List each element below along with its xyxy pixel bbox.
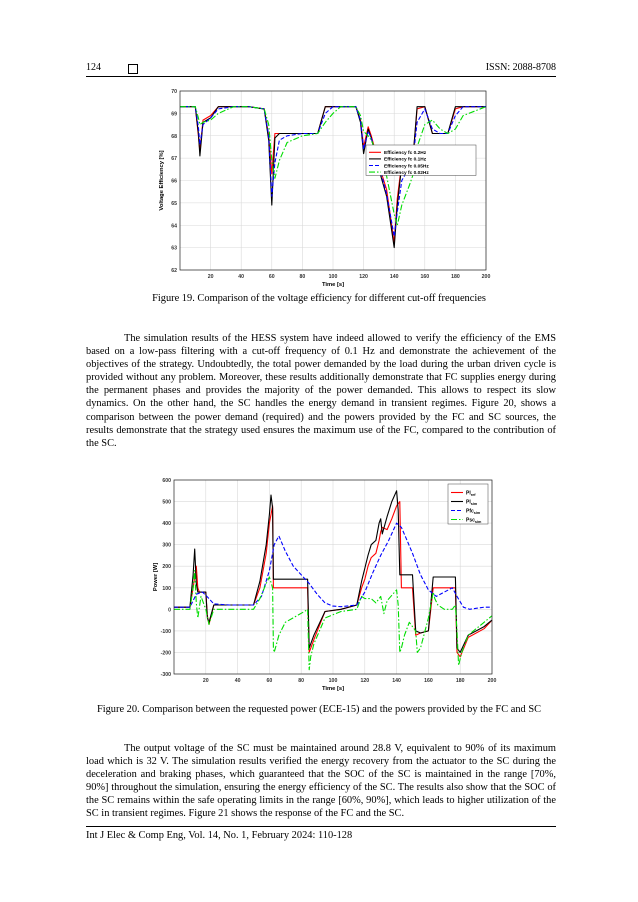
paragraph-2-text: The output voltage of the SC must be maintained around 28.8 V, equivalent to 90% of its maximum load which is 32 V. The simulation results verified the energy recovery from the actuator to the SC during the deceleration and braking phases, which guaranteed that the SOC of the SC is maintained in the range [70%, 90%] throughout the simulation, ensuring the energy efficiency of the SC. The results also show that the SOC of the SC remains within the safe operating limits in the range [60%, 90%], which leads to higher utilization of the SC in transient regimes. Figure 21 shows the response of the FC and the SC. [86,743,556,820]
fig19-y-tick-label-1: 63 [171,245,177,252]
fig19-x-tick-label-9: 200 [481,274,491,280]
fig20-legend-label-3: Psc$_{sim}$ [466,517,482,524]
fig20-x-tick-label-8: 180 [455,678,465,684]
fig20-x-tick-label-3: 80 [298,678,305,684]
fig20-y-tick-label-3: 0 [168,607,171,614]
fig19-y-tick-label-7: 69 [171,111,177,118]
fig20-x-tick-label-0: 20 [202,678,209,684]
fig20-x-tick-label-2: 60 [266,678,273,684]
fig19-y-tick-label-3: 65 [171,200,177,207]
fig20-y-tick-label-8: 500 [162,499,171,506]
fig19-legend-label-3: Efficiency fc 0.02Hz [384,170,429,176]
header-rule [86,76,556,77]
fig19-x-tick-label-6: 140 [389,274,399,280]
fig19-y-tick-label-5: 67 [171,156,177,163]
page-footer: Int J Elec & Comp Eng, Vol. 14, No. 1, February 2024: 110-128 [86,830,353,841]
fig19-x-tick-label-7: 160 [420,274,430,280]
fig20-legend-label-0: $Pl_{ref}$ [466,490,476,497]
figure-19-chart [148,83,494,288]
fig20-y-tick-label-5: 200 [162,564,171,571]
figure-20-caption: Figure 20. Comparison between the requested power (ECE-15) and the powers provided by the FC and SC [96,704,542,715]
fig20-legend [448,484,488,524]
fig20-x-axis-label: Time [s] [321,686,345,692]
footer-rule [86,826,556,827]
fig20-x-tick-label-5: 120 [360,678,370,684]
fig19-y-tick-label-2: 64 [171,223,177,230]
fig20-y-axis-label: Power [W] [153,562,159,592]
fig20-x-tick-label-1: 40 [234,678,241,684]
fig20-x-tick-label-4: 100 [328,678,338,684]
checkbox-icon [128,64,138,74]
fig20-legend-label-1: $Pl_{sim}$ [466,499,478,506]
fig20-y-tick-label-4: 100 [162,585,171,592]
body-paragraph-2 [86,742,556,821]
fig19-y-tick-label-8: 70 [171,89,177,95]
fig20-y-tick-label-7: 400 [162,521,171,528]
fig19-x-tick-label-3: 80 [299,274,306,280]
body-paragraph-1 [86,332,556,450]
page-number: 124 [86,62,101,73]
figure-20-svg [148,472,502,694]
fig20-legend-subscript-1: sim [470,501,478,506]
fig20-y-tick-label-6: 300 [162,542,171,549]
fig19-legend-label-2: Efficiency fc 0.05Hz [384,164,429,170]
fig20-x-tick-label-9: 200 [487,678,497,684]
fig20-legend-subscript-2: sim [473,510,481,515]
fig20-y-tick-label-1: -200 [160,650,171,657]
fig19-y-tick-label-6: 68 [171,133,177,140]
fig19-x-tick-label-2: 60 [268,274,275,280]
paragraph-1-text: The simulation results of the HESS system have indeed allowed to verify the efficiency of the EMS based on a low-pass filtering with a cut-off frequency of 0.1 Hz and demonstrate the achievement of the objectives of the strategy. Undoubtedly, the total power demanded by the load during the urban driven cycle is provided without any problem. Moreover, these results additionally demonstrate that FC supplies energy during the permanent phases and provides the majority of the power demanded. This allows to respect its slow dynamics. On the other hand, the SC handles the energy demand in transient regimes. Figure 20, shows a comparison between the power demand (required) and the powers provided by the FC and SC sources, the results demonstrate that the strategy used ensures the maximum use of the FC, compared to the contribution of the SC. [86,333,556,449]
fig19-legend [366,145,476,176]
fig19-y-axis-label: Voltage Efficiency [%] [159,150,165,211]
fig20-y-tick-label-2: -100 [160,628,171,635]
fig20-legend-subscript-0: ref [470,492,476,497]
fig19-x-tick-label-0: 20 [207,274,214,280]
fig19-x-tick-label-4: 100 [328,274,338,280]
figure-19-caption: Figure 19. Comparison of the voltage efficiency for different cut-off frequencies [152,293,486,304]
fig20-y-tick-label-9: 600 [162,478,171,484]
fig20-x-tick-label-7: 160 [424,678,433,684]
fig20-legend-subscript-3: sim [474,519,482,524]
fig19-x-tick-label-8: 180 [451,274,460,280]
issn-label: ISSN: 2088-8708 [485,62,556,73]
fig19-legend-label-1: Efficiency fc 0.1Hz [384,157,427,163]
fig19-legend-label-0: Efficiency fc 0.2Hz [384,151,427,157]
fig19-y-tick-label-0: 62 [171,268,177,274]
fig19-x-tick-label-1: 40 [238,274,245,280]
fig19-x-axis-label: Time [s] [321,282,345,288]
fig20-legend-label-2: Pfc$_{sim}$ [466,508,481,515]
fig20-x-tick-label-6: 140 [392,678,401,684]
fig20-y-tick-label-0: -300 [160,672,171,678]
figure-19-svg [148,83,494,288]
fig19-y-tick-label-4: 66 [171,178,177,185]
figure-20-chart [148,472,502,694]
fig19-x-tick-label-5: 120 [359,274,368,280]
